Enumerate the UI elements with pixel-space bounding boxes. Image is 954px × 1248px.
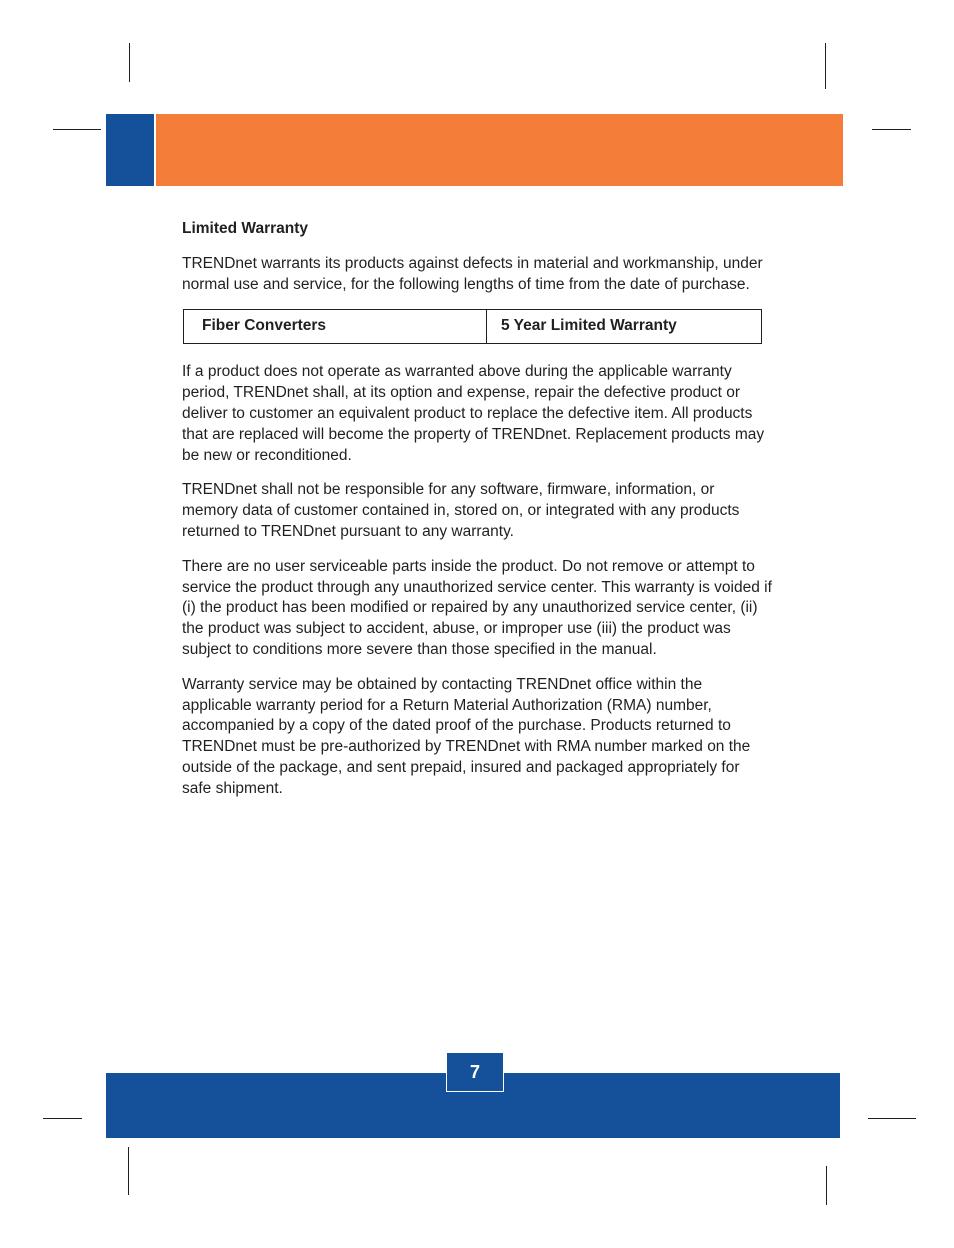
product-cell: Fiber Converters <box>184 310 487 344</box>
crop-mark-bottom-left-h <box>43 1118 82 1119</box>
section-heading: Limited Warranty <box>182 220 309 237</box>
paragraph-void-conditions: There are no user serviceable parts inside the product. Do not remove or attempt to service the product through any unauthorized service center. This warranty is voided if (i) the product has been modified or repaired by any unauthorized service center, (ii) the product was subject to accident, abuse, or improper use (iii) the product was subject to conditions more severe than those specified in the manual. <box>182 557 772 658</box>
paragraph-rma-service: Warranty service may be obtained by contacting TRENDnet office within the applicable warranty period for a Return Material Authorization (RMA) number, accompanied by a copy of the dated proof of the purchase. Products returned to TRENDnet must be pre-authorized by TRENDnet with RMA number marked on the outside of the package, and sent prepaid, insured and packaged appropriately for safe shipment. <box>182 675 751 797</box>
crop-mark-bottom-right-h <box>868 1118 916 1119</box>
crop-mark-top-left-h <box>53 129 101 130</box>
warranty-cell: 5 Year Limited Warranty <box>487 310 762 344</box>
page-number: 7 <box>446 1052 504 1092</box>
paragraph-data-liability: TRENDnet shall not be responsible for any software, firmware, information, or memory data of customer contained in, stored on, or integrated with any products returned to TRENDnet pursuant to any warranty. <box>182 481 740 540</box>
crop-mark-top-left <box>129 43 130 82</box>
header-orange-bar <box>156 114 843 186</box>
crop-mark-bottom-left <box>128 1147 129 1195</box>
crop-mark-bottom-right <box>826 1166 827 1205</box>
table-row <box>184 310 762 344</box>
crop-mark-top-right-h <box>872 129 911 130</box>
intro-paragraph: TRENDnet warrants its products against defects in material and workmanship, under normal use and service, for the following lengths of time from the date of purchase. <box>182 254 763 293</box>
crop-mark-top-right <box>825 43 826 89</box>
warranty-table <box>183 309 762 344</box>
header-blue-block <box>106 114 154 186</box>
warranty-section <box>182 219 772 814</box>
paragraph-repair: If a product does not operate as warranted above during the applicable warranty period, TRENDnet shall, at its option and expense, repair the defective product or deliver to customer an equivalent product to replace the defective item. All products that are replaced will become the property of TRENDnet. Replacement products may be new or reconditioned. <box>182 363 765 464</box>
